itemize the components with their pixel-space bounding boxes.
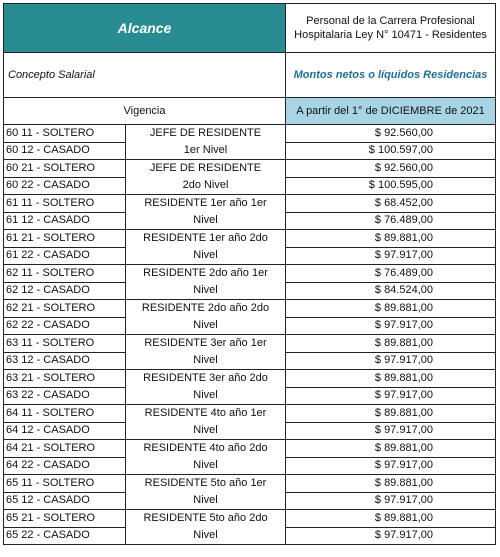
- table-row: [4, 475, 496, 493]
- salary-table-body: [4, 4, 496, 545]
- salary-code: 65 11 - SOLTERO: [4, 475, 126, 493]
- position-description-line1: RESIDENTE 4to año 2do: [143, 442, 268, 454]
- salary-code: 63 11 - SOLTERO: [4, 335, 126, 353]
- salary-code: 63 12 - CASADO: [4, 352, 126, 370]
- position-description-line2: Nivel: [193, 494, 218, 506]
- montos-header: Montos netos o líquidos Residencias: [286, 53, 496, 98]
- position-description-line2: Nivel: [193, 529, 218, 541]
- position-description-line1: RESIDENTE 1er año 2do: [143, 232, 268, 244]
- concepto-header: Concepto Salarial: [4, 53, 286, 98]
- position-description: [126, 300, 286, 335]
- salary-code: 63 22 - CASADO: [4, 387, 126, 405]
- position-description: [126, 335, 286, 370]
- salary-code: 61 21 - SOLTERO: [4, 230, 126, 248]
- table-row: [4, 160, 496, 178]
- net-amount: $ 89.881,00: [286, 335, 496, 353]
- net-amount: $ 89.881,00: [286, 230, 496, 248]
- position-description-line1: RESIDENTE 3er año 2do: [143, 372, 268, 384]
- position-description-line2: Nivel: [193, 389, 218, 401]
- position-description: [126, 475, 286, 510]
- net-amount: $ 97.917,00: [286, 457, 496, 475]
- net-amount: $ 97.917,00: [286, 422, 496, 440]
- position-description-line2: Nivel: [193, 319, 218, 331]
- salary-code: 64 12 - CASADO: [4, 422, 126, 440]
- salary-code: 62 22 - CASADO: [4, 317, 126, 335]
- salary-code: 61 12 - CASADO: [4, 212, 126, 230]
- table-row: [4, 370, 496, 388]
- net-amount: $ 68.452,00: [286, 195, 496, 213]
- net-amount: $ 89.881,00: [286, 510, 496, 528]
- salary-code: 65 21 - SOLTERO: [4, 510, 126, 528]
- net-amount: $ 76.489,00: [286, 212, 496, 230]
- position-description-line2: 2do Nivel: [182, 179, 229, 191]
- net-amount: $ 100.597,00: [286, 142, 496, 160]
- position-description: [126, 510, 286, 545]
- position-description: [126, 195, 286, 230]
- net-amount: $ 97.917,00: [286, 317, 496, 335]
- position-description-line1: RESIDENTE 2do año 1er: [143, 267, 268, 279]
- net-amount: $ 92.560,00: [286, 125, 496, 143]
- personal-header: Personal de la Carrera Profesional Hospitalaria Ley N° 10471 - Residentes: [286, 4, 496, 53]
- position-description-line2: 1er Nivel: [183, 144, 228, 156]
- net-amount: $ 97.917,00: [286, 247, 496, 265]
- net-amount: $ 97.917,00: [286, 352, 496, 370]
- salary-code: 60 22 - CASADO: [4, 177, 126, 195]
- net-amount: $ 97.917,00: [286, 527, 496, 545]
- position-description-line1: JEFE DE RESIDENTE: [149, 162, 262, 174]
- net-amount: $ 76.489,00: [286, 265, 496, 283]
- apartir-header: A partir del 1° de DICIEMBRE de 2021: [286, 98, 496, 125]
- header-row-top: [4, 4, 496, 53]
- salary-code: 62 11 - SOLTERO: [4, 265, 126, 283]
- salary-code: 60 21 - SOLTERO: [4, 160, 126, 178]
- position-description: [126, 160, 286, 195]
- position-description-line1: RESIDENTE 5to año 1er: [144, 477, 267, 489]
- net-amount: $ 89.881,00: [286, 440, 496, 458]
- salary-table: [3, 3, 496, 545]
- position-description-line1: RESIDENTE 4to año 1er: [144, 407, 267, 419]
- net-amount: $ 92.560,00: [286, 160, 496, 178]
- position-description: [126, 265, 286, 300]
- net-amount: $ 89.881,00: [286, 405, 496, 423]
- table-row: [4, 125, 496, 143]
- salary-code: 64 11 - SOLTERO: [4, 405, 126, 423]
- net-amount: $ 97.917,00: [286, 492, 496, 510]
- position-description-line2: Nivel: [193, 214, 218, 226]
- salary-code: 63 21 - SOLTERO: [4, 370, 126, 388]
- table-row: [4, 440, 496, 458]
- position-description-line1: RESIDENTE 2do año 2do: [141, 302, 270, 314]
- position-description: [126, 370, 286, 405]
- net-amount: $ 84.524,00: [286, 282, 496, 300]
- net-amount: $ 100.595,00: [286, 177, 496, 195]
- table-row: [4, 265, 496, 283]
- alcance-header: Alcance: [4, 4, 286, 53]
- table-row: [4, 510, 496, 528]
- salary-code: 65 12 - CASADO: [4, 492, 126, 510]
- net-amount: $ 97.917,00: [286, 387, 496, 405]
- table-row: [4, 335, 496, 353]
- position-description-line1: JEFE DE RESIDENTE: [149, 127, 262, 139]
- table-row: [4, 195, 496, 213]
- salary-code: 60 12 - CASADO: [4, 142, 126, 160]
- position-description-line1: RESIDENTE 3er año 1er: [144, 337, 267, 349]
- position-description: [126, 125, 286, 160]
- net-amount: $ 89.881,00: [286, 370, 496, 388]
- table-row: [4, 300, 496, 318]
- salary-sheet: [3, 3, 495, 545]
- position-description-line2: Nivel: [193, 354, 218, 366]
- position-description: [126, 230, 286, 265]
- position-description-line1: RESIDENTE 5to año 2do: [143, 512, 268, 524]
- position-description-line1: RESIDENTE 1er año 1er: [144, 197, 267, 209]
- position-description-line2: Nivel: [193, 249, 218, 261]
- net-amount: $ 89.881,00: [286, 300, 496, 318]
- salary-code: 61 11 - SOLTERO: [4, 195, 126, 213]
- salary-code: 64 22 - CASADO: [4, 457, 126, 475]
- position-description-line2: Nivel: [193, 284, 218, 296]
- position-description: [126, 440, 286, 475]
- salary-code: 62 21 - SOLTERO: [4, 300, 126, 318]
- position-description-line2: Nivel: [193, 424, 218, 436]
- table-row: [4, 230, 496, 248]
- header-row-concepto: [4, 53, 496, 98]
- vigencia-header: Vigencia: [4, 98, 286, 125]
- position-description: [126, 405, 286, 440]
- table-row: [4, 405, 496, 423]
- header-row-vigencia: [4, 98, 496, 125]
- salary-code: 61 22 - CASADO: [4, 247, 126, 265]
- net-amount: $ 89.881,00: [286, 475, 496, 493]
- salary-code: 62 12 - CASADO: [4, 282, 126, 300]
- position-description-line2: Nivel: [193, 459, 218, 471]
- salary-code: 60 11 - SOLTERO: [4, 125, 126, 143]
- salary-code: 65 22 - CASADO: [4, 527, 126, 545]
- salary-code: 64 21 - SOLTERO: [4, 440, 126, 458]
